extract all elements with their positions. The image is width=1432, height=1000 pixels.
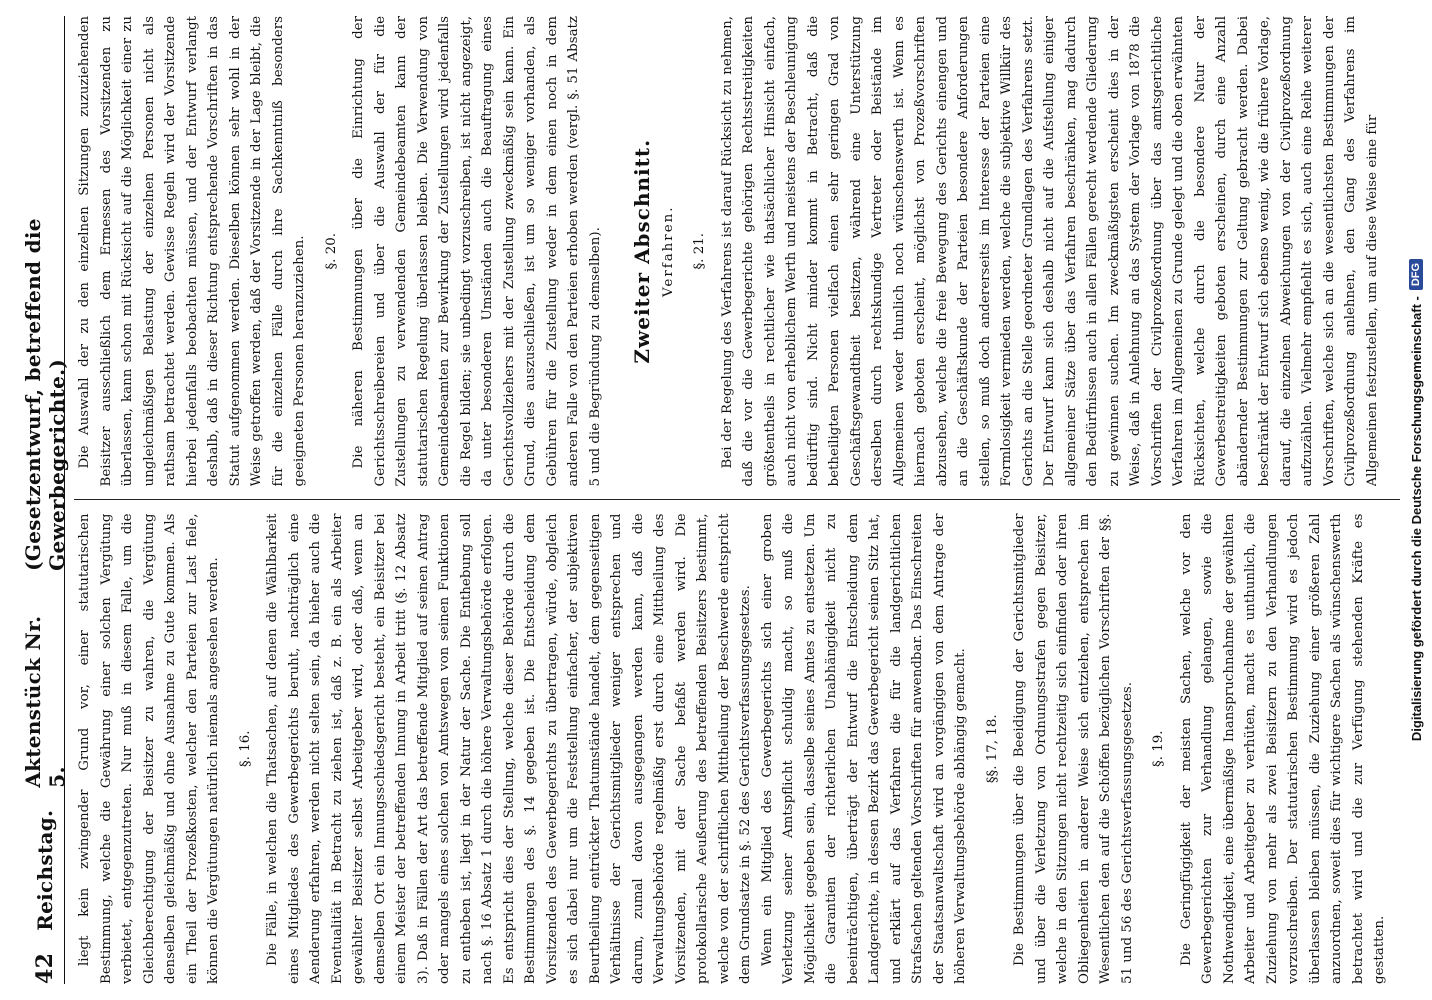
column-divider bbox=[74, 500, 1400, 501]
document-number: Aktenstück Nr. 5. bbox=[21, 615, 69, 788]
digitisation-credit bbox=[1404, 6, 1428, 994]
paragraph: Die Auswahl der zu den einzelnen Sitzungen zuzuziehenden Beisitzer ausschließlich dem Ermessen des Vorsitzenden zu überlassen, kann schon mit Rücksicht auf die Möglichkeit einer zu ungleichmäßigen Belastung der einzelnen Personen nicht als rathsam betrachtet werden. Gewisse Regeln wird der Vorsitzende hierbei jedenfalls beobachten müssen, und der Entwurf verlangt deshalb, daß in dieser Richtung entsprechende Vorschriften in das Statut aufgenommen werden. Dieselben können sehr wohl in der Weise getroffen werden, daß der Vorsitzende in der Lage bleibt, die für die einzelnen Fälle durch ihre Sachkenntniß besonders geeigneten Personen heranzuziehen. bbox=[77, 16, 307, 487]
header-rule bbox=[64, 16, 65, 984]
section-heading: §. 16. bbox=[237, 730, 253, 768]
right-column bbox=[74, 16, 1400, 487]
document-subject: (Gesetzentwurf, betreffend die Gewerbegerichte.) bbox=[21, 218, 69, 571]
part-subheading: Verfahren. bbox=[660, 205, 676, 298]
left-column bbox=[74, 514, 1400, 985]
dfg-logo: DFG bbox=[1409, 259, 1423, 290]
section-heading: §. 21. bbox=[692, 233, 707, 270]
paragraph: Die Geringfügigkeit der meisten Sachen, welche vor den Gewerbegerichten zur Verhandlung gelangen, sowie die Nothwendigkeit, eine übermäßige Inanspruchnahme der gewählten Arbeiter und Arbeitgeber zu verhüten, macht es unthunlich, die Zuziehung von mehr als zwei Beisitzern zu den Verhandlungen vorzuschreiben. Der statutarischen Bestimmung wird es jedoch überlassen bleiben müssen, die Zuziehung einer größeren Zahl anzuordnen, soweit dies für wichtigere Sachen als wünschenswerth betrachtet wird und die zur Verfügung stehenden Kräfte es gestatten. bbox=[1178, 513, 1387, 984]
section-heading: §. 19. bbox=[1151, 730, 1166, 768]
paragraph: liegt kein zwingender Grund vor, einer statutarischen Bestimmung, welche die Gewährung einer solchen Vergütung verbietet, entgegenzutreten. Nur muß in diesem Falle, um die Gleichberechtigung der Beisitzer zu wahren, die Vergütung denselben gleichmäßig und ohne Ausnahme zu Gute kommen. Als ein Theil der Prozeßkosten, welcher den Parteien zur Last fiele, können die Vergütungen natürlich niemals angesehen werden. bbox=[77, 513, 221, 984]
text-columns bbox=[74, 16, 1400, 984]
page-number: 42 bbox=[32, 952, 58, 984]
paragraph: Die näheren Bestimmungen über die Einrichtung der Gerichtsschreibereien und über die Auswahl der für die Zustellungen zu verwendenden Gemeindebeamten kann der statutarischen Regelung überlassen bleiben. Die Verwendung von Gemeindebeamten zur Bewirkung der Zustellungen wird jedenfalls die Regel bilden; sie unbedingt vorzuschreiben, ist nicht angezeigt, da unter besonderen Umständen auch die Beauftragung eines Gerichtsvollziehers mit der Zustellung zweckmäßig sein kann. Ein Grund, dies auszuschließen, ist um so weniger vorhanden, als Gebühren für die Zustellung weder in dem einen noch in dem anderen Falle von den Parteien erhoben werden (vergl. §. 51 Absatz 5 und die Begründung zu demselben). bbox=[351, 16, 603, 487]
paragraph: Die Bestimmungen über die Beeidigung der Gerichtsmitglieder und über die Verletzung von Ordnungsstrafen gegen Beisitzer, welche in den Sitzungen nicht rechtzeitig sich einfinden oder ihren Obliegenheiten in anderer Weise sich entziehen, entsprechen im Wesentlichen den auf die Schöffen bezüglichen Vorschriften der §§. 51 und 56 des Gerichtsverfassungsgesetzes. bbox=[1012, 513, 1135, 984]
publication-title: Reichstag. bbox=[33, 809, 57, 931]
running-head bbox=[21, 16, 69, 984]
paragraph: Wenn ein Mitglied des Gewerbegerichts sich einer groben Verletzung seiner Amtspflicht schuldig macht, so muß die Möglichkeit gegeben sein, dasselbe seines Amtes zu entsetzen. Um die Garantien der richterlichen Unabhängigkeit nicht zu beeinträchtigen, überträgt der Entwurf die Entscheidung dem Landgerichte, in dessen Bezirk das Gewerbegericht seinen Sitz hat, und erklärt auf das Verfahren die für die landgerichtlichen Strafsachen geltenden Vorschriften für anwendbar. Das Einschreiten der Staatsanwaltschaft wird an vorgängigen von dem Antrage der höheren Verwaltungsbehörde abhängig gemacht. bbox=[759, 513, 968, 984]
credit-text: Digitalisierung gefördert durch die Deutsche Forschungsgemeinschaft - bbox=[1408, 296, 1424, 742]
section-heading: §§. 17, 18. bbox=[984, 714, 1000, 784]
paragraph: Die Fälle, in welchen die Thatsachen, auf denen die Wählbarkeit eines Mitgliedes des Gewerbegerichts beruht, nachträglich eine Aenderung erfahren, werden nicht selten sein, da hieher auch die Eventualität in Betracht zu ziehen ist, daß z. B. ein als Arbeiter gewählter Beisitzer selbst Arbeitgeber wird, oder daß, wenn an demselben Ort ein Innungsschiedsgericht besteht, ein Beisitzer bei einem Meister der betreffenden Innung in Arbeit tritt (§. 12 Absatz 3). Daß in Fällen der Art das betreffende Mitglied auf seinen Antrag oder mangels eines solchen von Amtswegen von seinen Funktionen zu entheben ist, liegt in der Natur der Sache. Die Enthebung soll nach §. 16 Absatz 1 durch die höhere Verwaltungsbehörde erfolgen. Es entspricht dies der Stellung, welche dieser Behörde durch die Bestimmungen des §. 14 gegeben ist. Die Entscheidung dem Vorsitzenden des Gewerbegerichts zu übertragen, würde, obgleich es sich dabei nur um die Feststellung einfacher, der subjektiven Beurtheilung entrückter Thatumstände handelt, dem gegenseitigen Verhältnisse der Gerichtsmitglieder weniger entsprechen und darum, zumal davon ausgegangen werden kann, daß die Verwaltungsbehörde regelmäßig erst durch eine Mittheilung des Vorsitzenden, mit der Sache befaßt werden wird. Die protokollarische Aeußerung des betreffenden Beisitzers bestimmt, welche von der schriftlichen Mittheilung der Beschwerde entspricht dem Grundsatze in §. 52 des Gerichtsverfassungsgesetzes. bbox=[265, 513, 753, 984]
paragraph: Bei der Regelung des Verfahrens ist darauf Rücksicht zu nehmen, daß die vor die Gewerbegerichte gehörigen Rechtsstreitigkeiten größtentheils in rechtlicher wie thatsächlicher Hinsicht einfach, auch nicht von erheblichem Werth und meistens der Beschleunigung bedürftig sind. Nicht minder kommt in Betracht, daß die betheiligten Personen vielfach einen sehr geringen Grad von Geschäftsgewandtheit besitzen, während eine Unterstützung derselben durch rechtskundige Vertreter oder Beistände im Allgemeinen weder thunlich noch wünschenswerth ist. Wenn es hiernach geboten erscheint, möglichst von Prozeßvorschriften abzusehen, welche die freie Bewegung des Gerichts einengen und an die Geschäftskunde der Parteien besondere Anforderungen stellen, so muß doch andererseits im Interesse der Parteien eine Formlosigkeit vermieden werden, welche die subjektive Willkür des Gerichts an die Stelle geordneter Grundlagen des Verfahrens setzt. Der Entwurf kann sich deshalb nicht auf die Aufstellung einiger allgemeiner Sätze über das Verfahren beschränken, mag dadurch den Bedürfnissen auch in allen Fällen gerecht werdende Gliederung zu gewinnen suchen. Im zweckmäßigsten erscheint dies in der Weise, daß in Anlehnung an das System der Vorlage von 1878 die Vorschriften der Civilprozeßordnung über das amtsgerichtliche Verfahren im Allgemeinen zu Grunde gelegt und die oben erwähnten Rücksichten, welche durch die besondere Natur der Gewerbestreitigkeiten geboten erscheinen, durch eine Anzahl abändernder Bestimmungen zur Geltung gebracht werden. Dabei beschränkt der Entwurf sich ebenso wenig, wie die frühere Vorlage, darauf, die einzelnen Abweichungen von der Civilprozeßordnung aufzuzählen. Vielmehr empfiehlt es sich, auch eine Reihe weiterer Vorschriften, welche sich an die wesentlichsten Bestimmungen der Civilprozeßordnung anlehnen, den Gang des Verfahrens im Allgemeinen festzustellen, um auf diese Weise eine für bbox=[719, 16, 1380, 487]
part-heading: Zweiter Abschnitt. bbox=[630, 138, 654, 364]
document-page bbox=[22, 8, 1410, 992]
section-heading: §. 20. bbox=[323, 233, 339, 270]
